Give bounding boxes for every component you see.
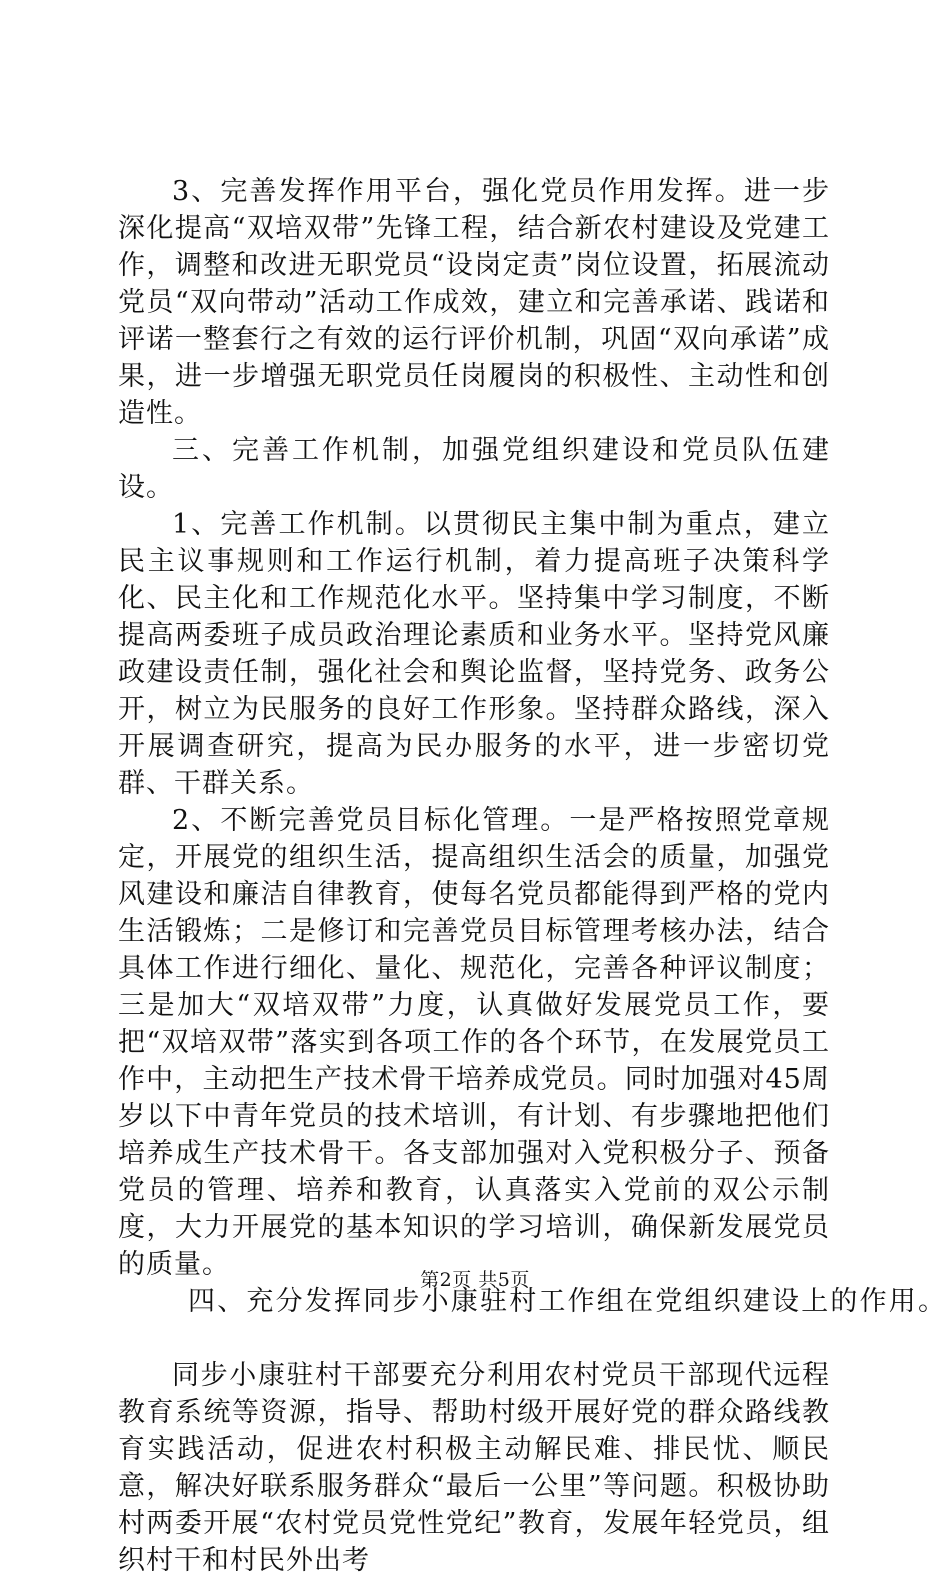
paragraph-1-mechanism: 1、完善工作机制。以贯彻民主集中制为重点，建立民主议事规则和工作运行机制，着力提高班子决策科学化、民主化和工作规范化水平。坚持集中学习制度，不断提高两委班子成员政治理论素质和业务水平。坚持党风廉政建设责任制，强化社会和舆论监督，坚持党务、政务公开，树立为民服务的良好工作形象。坚持群众路线，深入开展调查研究，提高为民办服务的水平，进一步密切党群、干群关系。 [118, 509, 830, 799]
paragraph-spacer [118, 1320, 830, 1357]
page-number-footer: 第2页 共5页 [420, 1269, 530, 1291]
document-body [118, 173, 948, 1579]
section-heading-4: 四、充分发挥同步小康驻村工作组在党组织建设上的作用。 [188, 1286, 948, 1317]
paragraph-3-platform: 3、完善发挥作用平台，强化党员作用发挥。进一步深化提高“双培双带”先锋工程，结合新农村建设及党建工作，调整和改进无职党员“设岗定责”岗位设置，拓展流动党员“双向带动”活动工作成效，建立和完善承诺、践诺和评诺一整套行之有效的运行评价机制，巩固“双向承诺”成果，进一步增强无职党员任岗履岗的积极性、主动性和创造性。 [118, 176, 830, 429]
section-heading-3: 三、完善工作机制，加强党组织建设和党员队伍建设。 [118, 435, 830, 503]
paragraph-village-work: 同步小康驻村干部要充分利用农村党员干部现代远程教育系统等资源，指导、帮助村级开展好党的群众路线教育实践活动，促进农村积极主动解民难、排民忧、顺民意，解决好联系服务群众“最后一公里”等问题。积极协助村两委开展“农村党员党性党纪”教育，发展年轻党员，组织村干和村民外出考 [118, 1360, 830, 1576]
paragraph-2-management: 2、不断完善党员目标化管理。一是严格按照党章规定，开展党的组织生活，提高组织生活会的质量，加强党风建设和廉洁自律教育，使每名党员都能得到严格的党内生活锻炼；二是修订和完善党员目标管理考核办法，结合具体工作进行细化、量化、规范化，完善各种评议制度；三是加大“双培双带”力度，认真做好发展党员工作，要把“双培双带”落实到各项工作的各个环节，在发展党员工作中，主动把生产技术骨干培养成党员。同时加强对45周岁以下中青年党员的技术培训，有计划、有步骤地把他们培养成生产技术骨干。各支部加强对入党积极分子、预备党员的管理、培养和教育，认真落实入党前的双公示制度，大力开展党的基本知识的学习培训，确保新发展党员的质量。 [118, 805, 830, 1280]
